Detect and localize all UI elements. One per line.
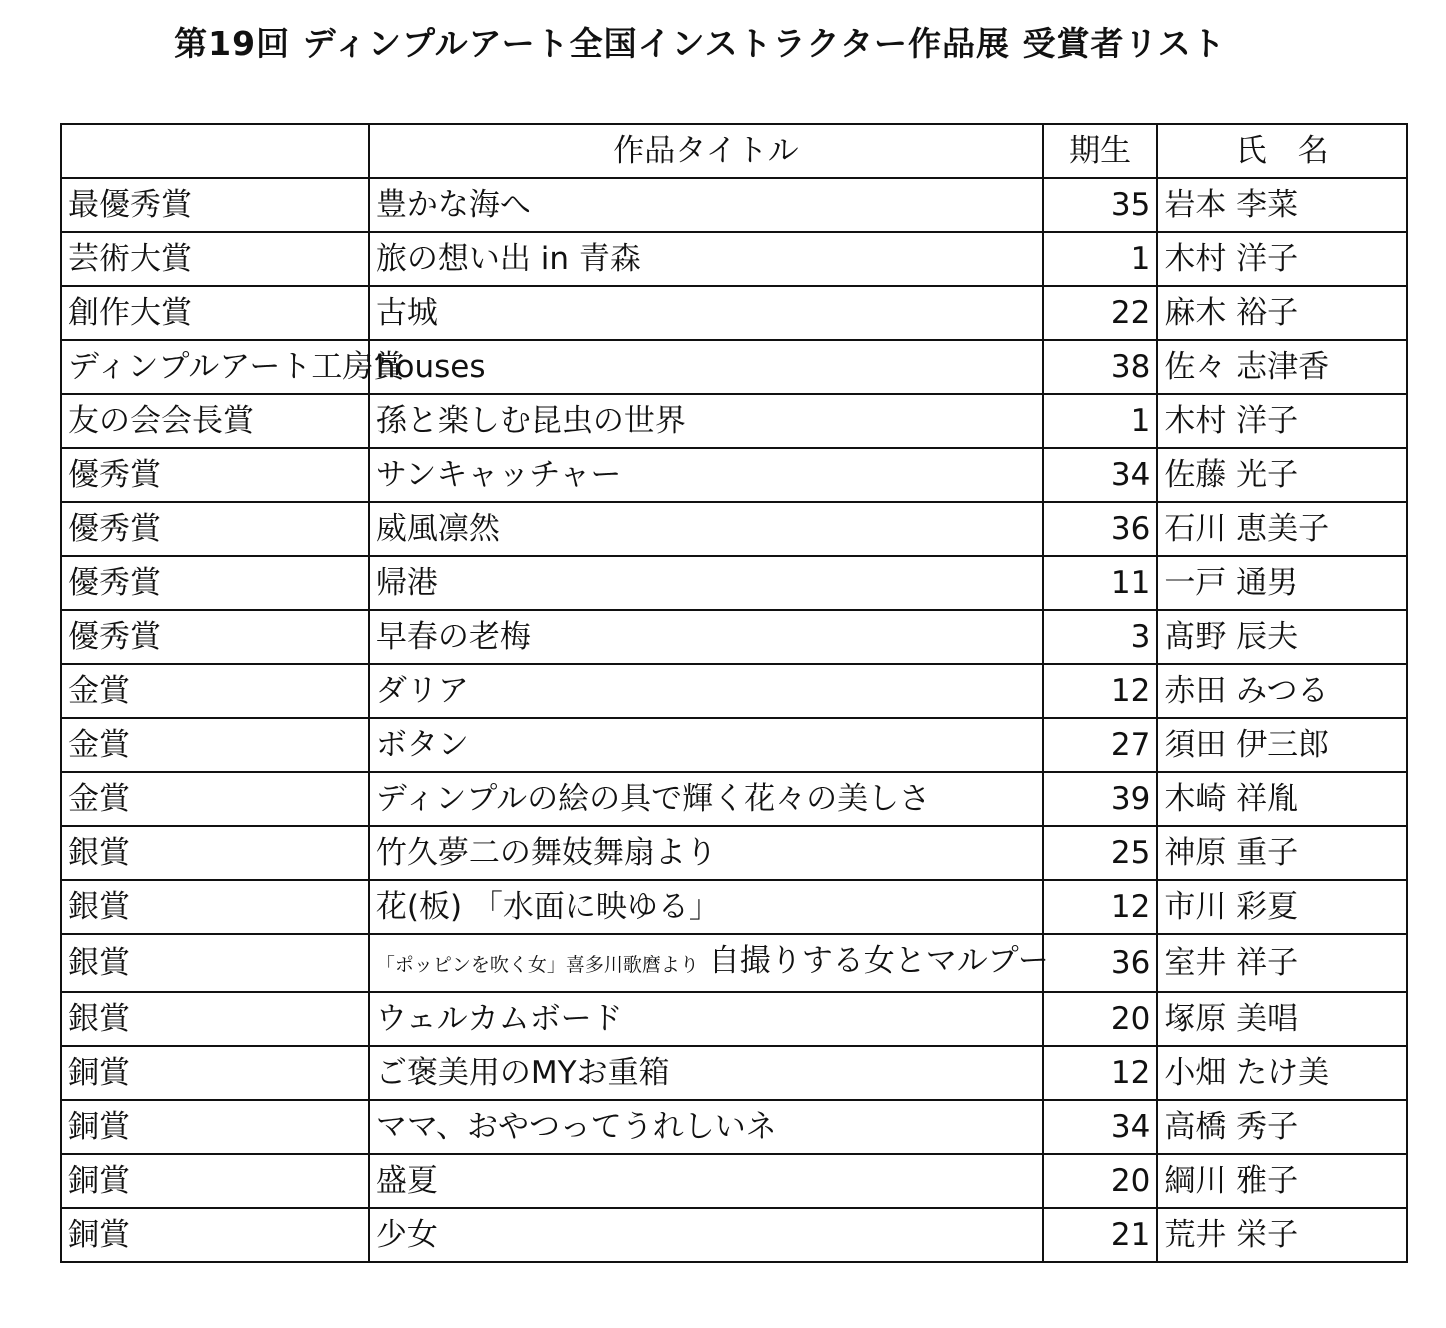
- table-row: [61, 232, 1407, 286]
- term-cell: 21: [1043, 1208, 1157, 1262]
- name-cell: 小畑 たけ美: [1157, 1046, 1407, 1100]
- name-cell: 一戸 通男: [1157, 556, 1407, 610]
- award-cell: 優秀賞: [61, 448, 369, 502]
- award-cell: 最優秀賞: [61, 178, 369, 232]
- award-cell: 銅賞: [61, 1154, 369, 1208]
- name-cell: 麻木 裕子: [1157, 286, 1407, 340]
- award-cell: 優秀賞: [61, 556, 369, 610]
- award-cell: 銅賞: [61, 1046, 369, 1100]
- term-cell: 12: [1043, 664, 1157, 718]
- header-row: [61, 124, 1407, 178]
- title-cell: 帰港: [369, 556, 1043, 610]
- table-row: [61, 556, 1407, 610]
- table-row: [61, 1046, 1407, 1100]
- table-row: [61, 394, 1407, 448]
- table-row: [61, 340, 1407, 394]
- name-cell: 石川 恵美子: [1157, 502, 1407, 556]
- term-cell: 1: [1043, 232, 1157, 286]
- award-cell: 銅賞: [61, 1100, 369, 1154]
- table-row: [61, 448, 1407, 502]
- title-cell: ウェルカムボード: [369, 992, 1043, 1046]
- table-row: [61, 610, 1407, 664]
- term-cell: 34: [1043, 1100, 1157, 1154]
- title-cell: ディンプルの絵の具で輝く花々の美しさ: [369, 772, 1043, 826]
- term-cell: 25: [1043, 826, 1157, 880]
- award-cell: 優秀賞: [61, 610, 369, 664]
- title-cell: サンキャッチャー: [369, 448, 1043, 502]
- table-row: [61, 880, 1407, 934]
- name-cell: 赤田 みつる: [1157, 664, 1407, 718]
- table-row: [61, 178, 1407, 232]
- title-cell: ご褒美用のMYお重箱: [369, 1046, 1043, 1100]
- term-cell: 38: [1043, 340, 1157, 394]
- table-row: [61, 992, 1407, 1046]
- title-cell: houses: [369, 340, 1043, 394]
- name-cell: 髙野 辰夫: [1157, 610, 1407, 664]
- award-cell: ディンプルアート工房賞: [61, 340, 369, 394]
- header-term: 期生: [1043, 124, 1157, 178]
- name-cell: 市川 彩夏: [1157, 880, 1407, 934]
- title-cell: 竹久夢二の舞妓舞扇より: [369, 826, 1043, 880]
- term-cell: 12: [1043, 880, 1157, 934]
- table-row: [61, 1208, 1407, 1262]
- award-cell: 金賞: [61, 772, 369, 826]
- title-cell-main: 自撮りする女とマルプー: [708, 943, 1049, 979]
- name-cell: 木村 洋子: [1157, 394, 1407, 448]
- term-cell: 35: [1043, 178, 1157, 232]
- term-cell: 39: [1043, 772, 1157, 826]
- header-name: 氏 名: [1157, 124, 1407, 178]
- name-cell: 高橋 秀子: [1157, 1100, 1407, 1154]
- header-title: 作品タイトル: [369, 124, 1043, 178]
- term-cell: 1: [1043, 394, 1157, 448]
- title-cell: 威風凛然: [369, 502, 1043, 556]
- term-cell: 36: [1043, 502, 1157, 556]
- table-row: [61, 1154, 1407, 1208]
- name-cell: 塚原 美唱: [1157, 992, 1407, 1046]
- term-cell: 20: [1043, 992, 1157, 1046]
- name-cell: 荒井 栄子: [1157, 1208, 1407, 1262]
- name-cell: 岩本 李菜: [1157, 178, 1407, 232]
- award-cell: 金賞: [61, 664, 369, 718]
- table-row: [61, 286, 1407, 340]
- award-cell: 創作大賞: [61, 286, 369, 340]
- table-row: [61, 502, 1407, 556]
- title-cell: 少女: [369, 1208, 1043, 1262]
- name-cell: 木村 洋子: [1157, 232, 1407, 286]
- name-cell: 神原 重子: [1157, 826, 1407, 880]
- term-cell: 27: [1043, 718, 1157, 772]
- award-cell: 友の会会長賞: [61, 394, 369, 448]
- term-cell: 3: [1043, 610, 1157, 664]
- award-cell: 銅賞: [61, 1208, 369, 1262]
- title-cell: ダリア: [369, 664, 1043, 718]
- title-cell: 旅の想い出 in 青森: [369, 232, 1043, 286]
- title-cell-source: 「ポッピンを吹く女」喜多川歌麿より: [375, 954, 699, 976]
- name-cell: 綱川 雅子: [1157, 1154, 1407, 1208]
- term-cell: 34: [1043, 448, 1157, 502]
- award-cell: 金賞: [61, 718, 369, 772]
- award-cell: 銀賞: [61, 880, 369, 934]
- title-cell: [369, 934, 1049, 992]
- table-row: [61, 934, 1407, 992]
- table-row: [61, 772, 1407, 826]
- title-cell: ママ、おやつってうれしいネ: [369, 1100, 1043, 1154]
- table-row: [61, 718, 1407, 772]
- header-award: [61, 124, 369, 178]
- title-cell: 早春の老梅: [369, 610, 1043, 664]
- award-cell: 銀賞: [61, 992, 369, 1046]
- title-cell: ボタン: [369, 718, 1043, 772]
- table-row: [61, 826, 1407, 880]
- title-cell: 孫と楽しむ昆虫の世界: [369, 394, 1043, 448]
- name-cell: 佐々 志津香: [1157, 340, 1407, 394]
- term-cell: 22: [1043, 286, 1157, 340]
- page-title: 第19回 ディンプルアート全国インストラクター作品展 受賞者リスト: [174, 24, 1226, 63]
- table-row: [61, 1100, 1407, 1154]
- title-cell: 古城: [369, 286, 1043, 340]
- awards-table: [60, 123, 1408, 1263]
- term-cell: 20: [1043, 1154, 1157, 1208]
- award-cell: 優秀賞: [61, 502, 369, 556]
- title-cell: 豊かな海へ: [369, 178, 1043, 232]
- name-cell: 須田 伊三郎: [1157, 718, 1407, 772]
- title-cell: 盛夏: [369, 1154, 1043, 1208]
- name-cell: 室井 祥子: [1157, 934, 1407, 992]
- name-cell: 佐藤 光子: [1157, 448, 1407, 502]
- table-row: [61, 664, 1407, 718]
- name-cell: 木崎 祥胤: [1157, 772, 1407, 826]
- award-cell: 銀賞: [61, 826, 369, 880]
- term-cell: 12: [1043, 1046, 1157, 1100]
- term-cell: 36: [1043, 934, 1157, 992]
- term-cell: 11: [1043, 556, 1157, 610]
- title-cell: 花(板) 「水面に映ゆる」: [369, 880, 1043, 934]
- award-cell: 銀賞: [61, 934, 369, 992]
- award-cell: 芸術大賞: [61, 232, 369, 286]
